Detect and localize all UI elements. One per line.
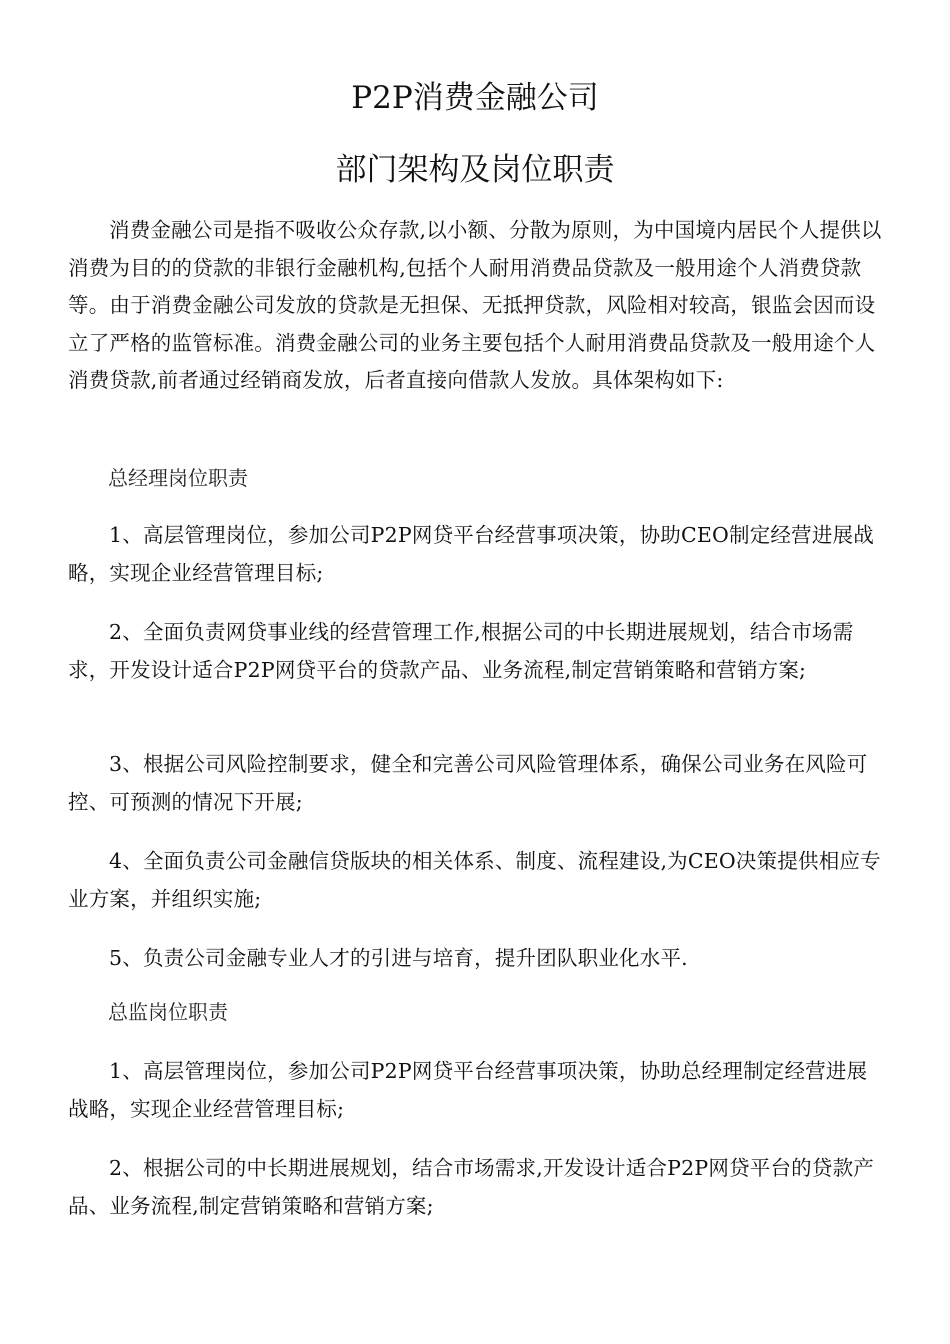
document-title: P2P消费金融公司 [351, 80, 599, 116]
list-item: 3、根据公司风险控制要求，健全和完善公司风险管理体系，确保公司业务在风险可控、可预测的情况下开展; [68, 752, 868, 814]
document-subtitle: 部门架构及岗位职责 [335, 152, 615, 188]
list-item: 4、全面负责公司金融信贷版块的相关体系、制度、流程建设,为CEO决策提供相应专业方案，并组织实施; [68, 849, 881, 911]
section-heading-general-manager: 总经理岗位职责 [108, 466, 248, 490]
list-item: 1、高层管理岗位，参加公司P2P网贷平台经营事项决策，协助总经理制定经营进展战略，实现企业经营管理目标; [68, 1059, 868, 1121]
intro-paragraph: 消费金融公司是指不吸收公众存款,以小额、分散为原则，为中国境内居民个人提供以消费为目的的贷款的非银行金融机构,包括个人耐用消费品贷款及一般用途个人消费贷款等。由于消费金融公司发放的贷款是无担保、无抵押贷款，风险相对较高，银监会因而设立了严格的监管标准。消费金融公司的业务主要包括个人耐用消费品贷款及一般用途个人消费贷款,前者通过经销商发放，后者直接向借款人发放。具体架构如下: [68, 218, 882, 392]
list-item: 5、负责公司金融专业人才的引进与培育，提升团队职业化水平. [109, 946, 688, 970]
list-item: 2、全面负责网贷事业线的经营管理工作,根据公司的中长期进展规划，结合市场需求，开发设计适合P2P网贷平台的贷款产品、业务流程,制定营销策略和营销方案; [68, 620, 854, 682]
list-item: 2、根据公司的中长期进展规划，结合市场需求,开发设计适合P2P网贷平台的贷款产品、业务流程,制定营销策略和营销方案; [68, 1156, 874, 1218]
list-item: 1、高层管理岗位，参加公司P2P网贷平台经营事项决策，协助CEO制定经营进展战略，实现企业经营管理目标; [68, 523, 874, 585]
section-heading-director: 总监岗位职责 [108, 1000, 228, 1024]
